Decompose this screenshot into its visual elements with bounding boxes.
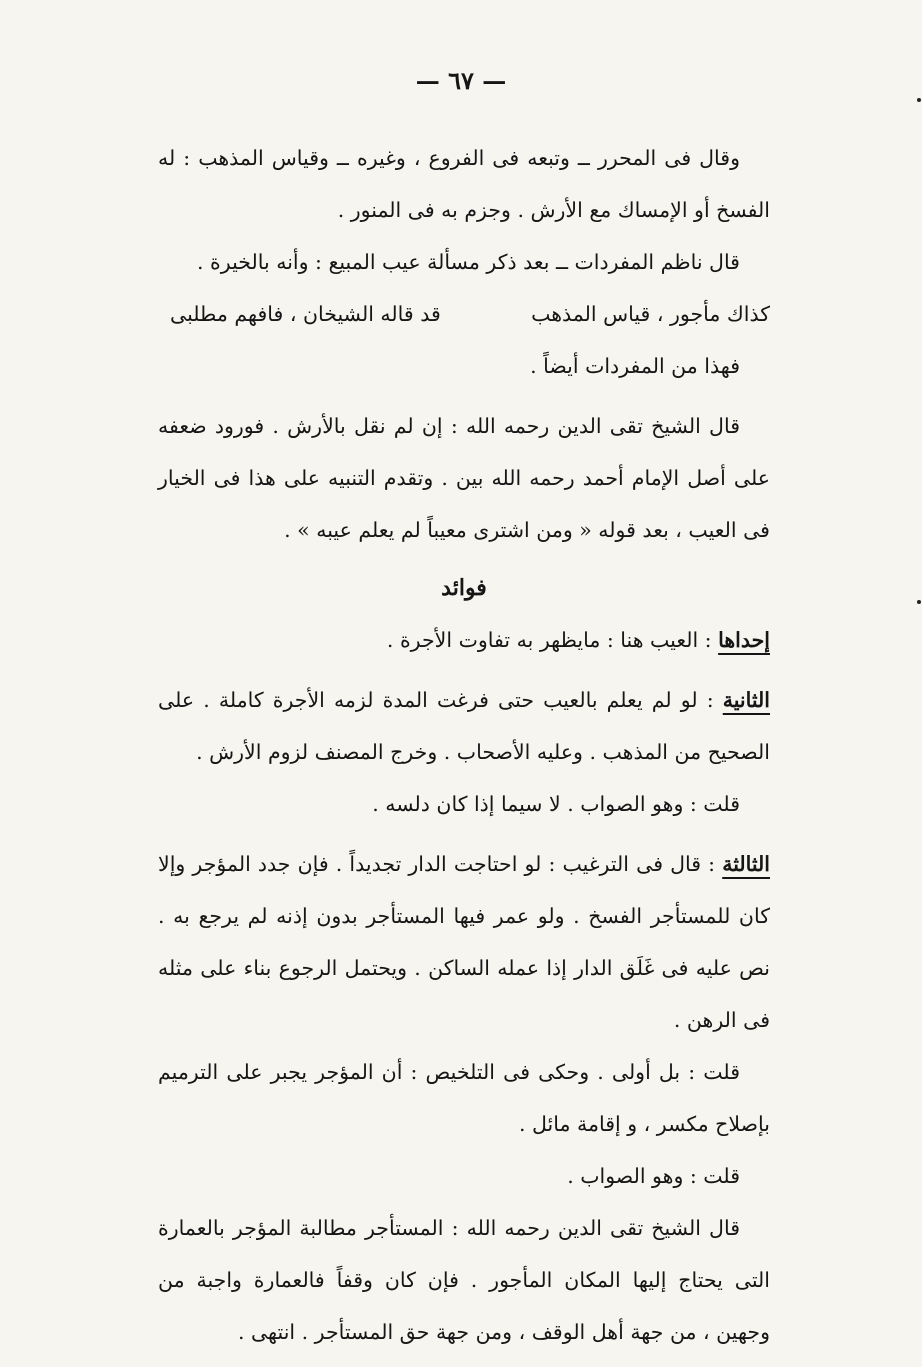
paragraph-muharrar: وقال فى المحرر ــ وتبعه فى الفروع ، وغيره ــ وقياس المذهب : له الفسخ أو الإمساك مع الأرش . وجزم به فى المنور . xyxy=(158,146,770,222)
verse-line xyxy=(170,288,770,340)
faida-first-lead: إحداها xyxy=(718,628,770,652)
faida-third-note-2: قلت : وهو الصواب . xyxy=(567,1164,740,1188)
faida-second-lead: الثانية xyxy=(722,688,770,712)
faida-second xyxy=(158,674,770,778)
scan-speck xyxy=(917,600,921,604)
faida-first xyxy=(158,614,770,666)
paragraph-nazim: قال ناظم المفردات ــ بعد ذكر مسألة عيب المبيع : وأنه بالخيرة . xyxy=(197,250,740,274)
page-body xyxy=(158,132,770,1358)
faida-second-text: : لو لم يعلم بالعيب حتى فرغت المدة لزمه الأجرة كاملة . على الصحيح من المذهب . وعليه الأصحاب . وخرج المصنف لزوم الأرش . xyxy=(158,688,770,764)
paragraph-final: قال الشيخ تقى الدين رحمه الله : المستأجر مطالبة المؤجر بالعمارة التى يحتاج إليها المكان المأجور . فإن كان وقفاً فالعمارة واجبة من وجهين ، من جهة أهل الوقف ، ومن جهة حق المستأجر . انتهى . xyxy=(158,1216,770,1344)
faida-third-lead: الثالثة xyxy=(722,852,770,876)
verse-hemistich-second: قد قاله الشيخان ، فافهم مطلبى xyxy=(170,302,441,326)
paragraph-taqi-din: قال الشيخ تقى الدين رحمه الله : إن لم نقل بالأرش . فورود ضعفه على أصل الإمام أحمد رحمه الله بين . وتقدم التنبيه على هذا فى الخيار فى العيب ، بعد قوله « ومن اشترى معيباً لم يعلم عيبه » . xyxy=(158,414,770,542)
verse-hemistich-first: كذاك مأجور ، قياس المذهب xyxy=(531,302,770,326)
faida-third-text: : قال فى الترغيب : لو احتاجت الدار تجديداً . فإن جدد المؤجر وإلا كان للمستأجر الفسخ . ولو عمر فيها المستأجر بدون إذنه لم يرجع به . نص عليه فى غَلَق الدار إذا عمله الساكن . ويحتمل الرجوع بناء على مثله فى الرهن . xyxy=(158,852,770,1032)
page-number: — ٦٧ — xyxy=(415,66,507,95)
faida-first-text: : العيب هنا : مايظهر به تفاوت الأجرة . xyxy=(386,628,719,652)
faida-third-note: قلت : بل أولى . وحكى فى التلخيص : أن المؤجر يجبر على الترميم بإصلاح مكسر ، و إقامة مائل . xyxy=(158,1060,770,1136)
scan-speck xyxy=(917,98,921,102)
paragraph-mufradat: فهذا من المفردات أيضاً . xyxy=(530,354,740,378)
section-title-fawaid: فوائد xyxy=(441,575,487,601)
faida-second-note: قلت : وهو الصواب . لا سيما إذا كان دلسه . xyxy=(372,792,740,816)
faida-third xyxy=(158,838,770,1046)
